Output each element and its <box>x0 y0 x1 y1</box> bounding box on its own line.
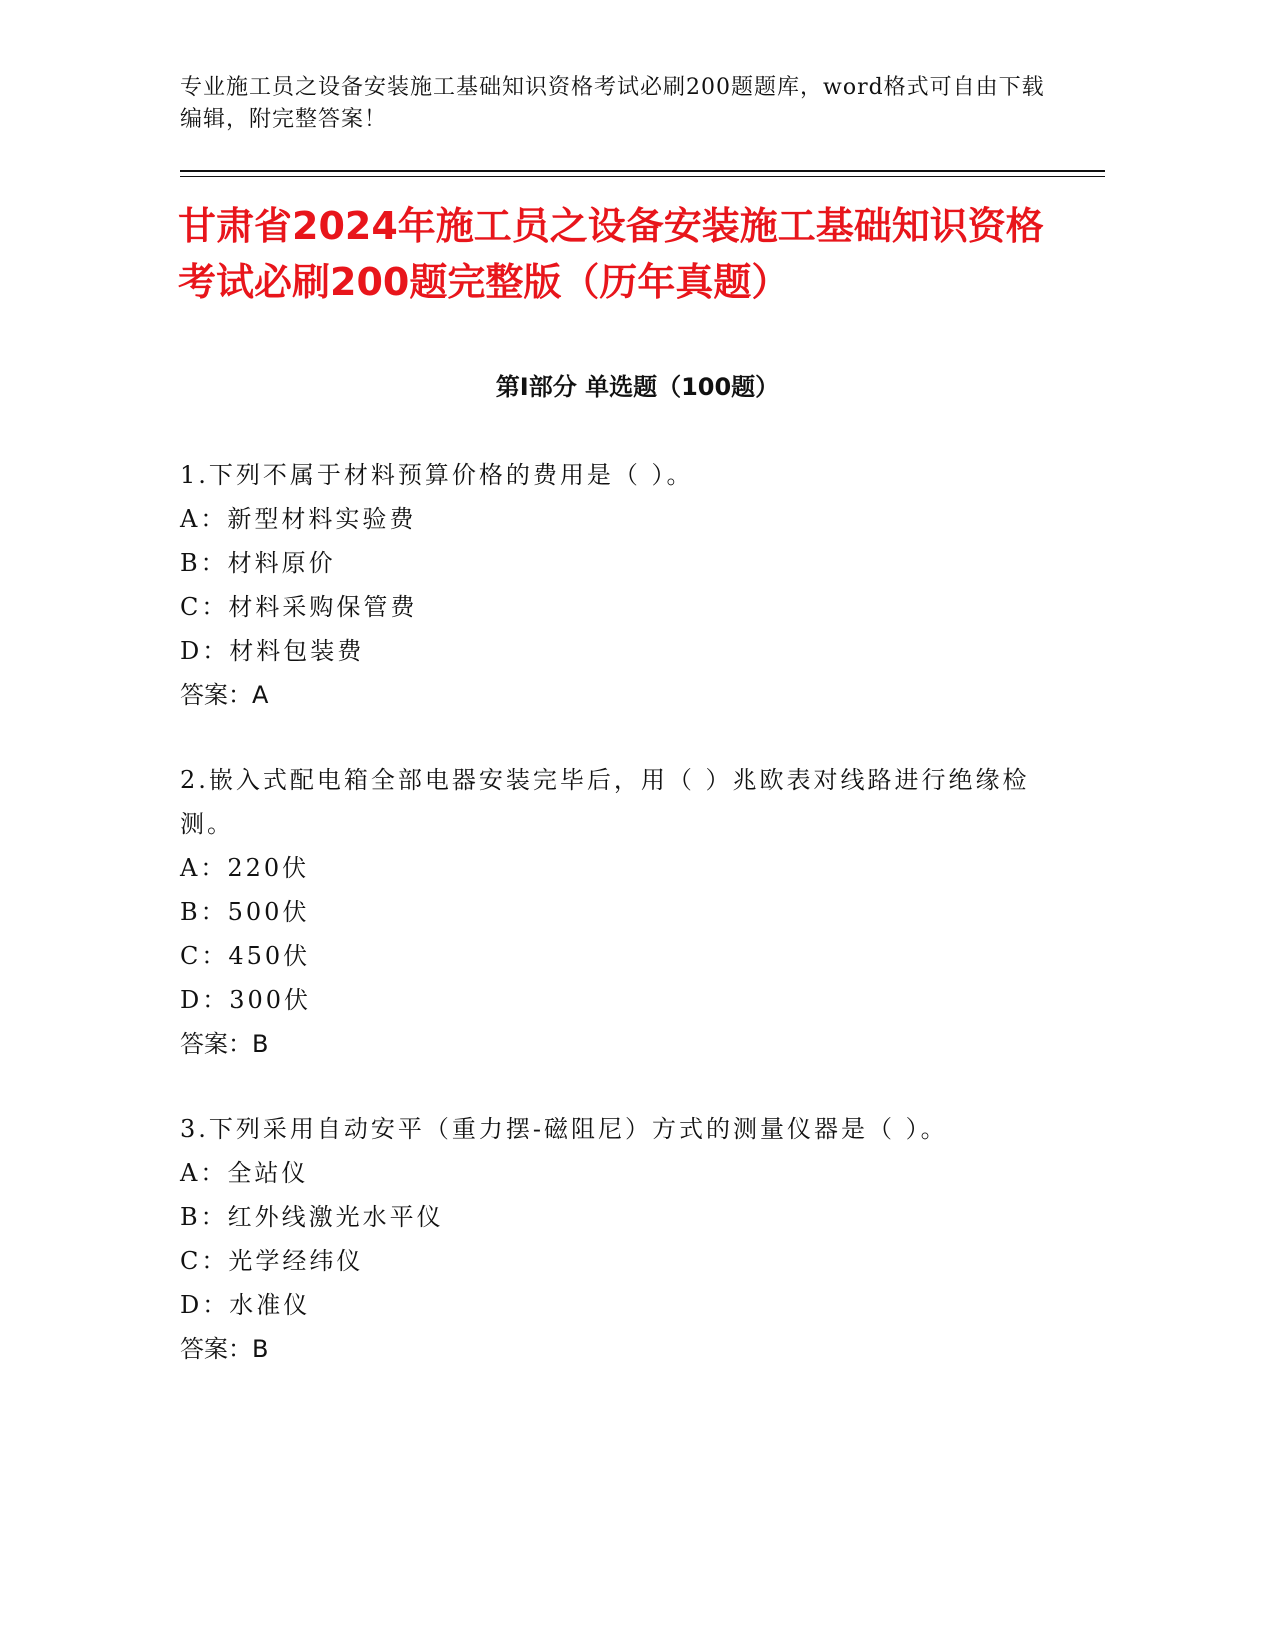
section-title: 第I部分 单选题（100题） <box>495 373 780 401</box>
option-c: C：光学经纬仪 <box>180 1247 364 1275</box>
option-a: A：全站仪 <box>180 1159 309 1187</box>
option-c: C：450伏 <box>180 942 311 970</box>
answer: 答案：B <box>180 1030 269 1058</box>
document-title: 甘肃省2024年施工员之设备安装施工基础知识资格考试必刷200题完整版（历年真题） <box>178 204 1044 304</box>
option-d: D：300伏 <box>180 986 312 1014</box>
question-stem: 1.下列不属于材料预算价格的费用是（ ）。 <box>180 461 694 489</box>
header-rule-thick <box>180 170 1105 172</box>
option-d: D：水准仪 <box>180 1291 311 1319</box>
option-b: B：500伏 <box>180 898 310 926</box>
option-c: C：材料采购保管费 <box>180 593 418 621</box>
option-d: D：材料包装费 <box>180 637 365 665</box>
question-stem: 3.下列采用自动安平（重力摆-磁阻尼）方式的测量仪器是（ ）。 <box>180 1115 948 1143</box>
question-stem: 2.嵌入式配电箱全部电器安装完毕后，用（ ）兆欧表对线路进行绝缘检测。 <box>180 766 1030 838</box>
question-3 <box>180 1107 1060 1371</box>
header-note: 专业施工员之设备安装施工基础知识资格考试必刷200题题库，word格式可自由下载编辑，附完整答案！ <box>180 75 1045 132</box>
answer: 答案：B <box>180 1335 269 1363</box>
option-a: A：新型材料实验费 <box>180 505 417 533</box>
question-2 <box>180 758 1060 1066</box>
question-1 <box>180 453 1060 717</box>
option-b: B：红外线激光水平仪 <box>180 1203 444 1231</box>
header-rule-thin <box>180 176 1105 177</box>
option-b: B：材料原价 <box>180 549 336 577</box>
answer: 答案：A <box>180 681 269 709</box>
option-a: A：220伏 <box>180 854 310 882</box>
